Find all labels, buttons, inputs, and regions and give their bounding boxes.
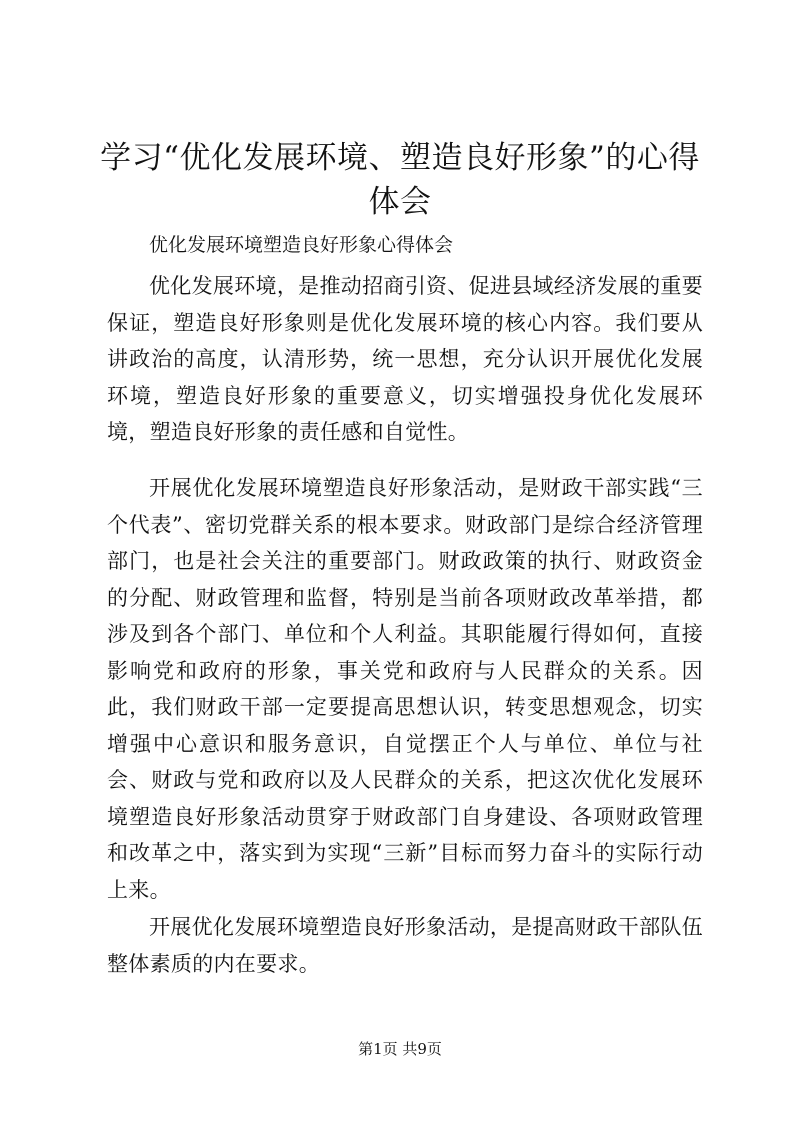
body-paragraph-1: 优化发展环境，是推动招商引资、促进县域经济发展的重要保证，塑造良好形象则是优化发展环境的核心内容。我们要从讲政治的高度，认清形势，统一思想，充分认识开展优化发展环境，塑造良好形象的重要意义，切实增强投身优化发展环境，塑造良好形象的责任感和自觉性。 bbox=[107, 274, 703, 444]
page-number-footer: 第1页 共9页 bbox=[358, 1040, 442, 1058]
document-title: 学习“优化发展环境、塑造良好形象”的心得体会 bbox=[100, 140, 700, 220]
document-subtitle: 优化发展环境塑造良好形象心得体会 bbox=[149, 234, 454, 256]
body-paragraph-2: 开展优化发展环境塑造良好形象活动，是财政干部实践“三个代表”、密切党群关系的根本要求。财政部门是综合经济管理部门，也是社会关注的重要部门。财政政策的执行、财政资金的分配、财政管理和监督，特别是当前各项财政改革举措，都涉及到各个部门、单位和个人利益。其职能履行得如何，直接影响党和政府的形象，事关党和政府与人民群众的关系。因此，我们财政干部一定要提高思想认识，转变思想观念，切实增强中心意识和服务意识，自觉摆正个人与单位、单位与社会、财政与党和政府以及人民群众的关系，把这次优化发展环境塑造良好形象活动贯穿于财政部门自身建设、各项财政管理和改革之中，落实到为实现“三新”目标而努力奋斗的实际行动上来。 bbox=[107, 476, 703, 902]
body-paragraph-3: 开展优化发展环境塑造良好形象活动，是提高财政干部队伍整体素质的内在要求。 bbox=[107, 915, 703, 976]
